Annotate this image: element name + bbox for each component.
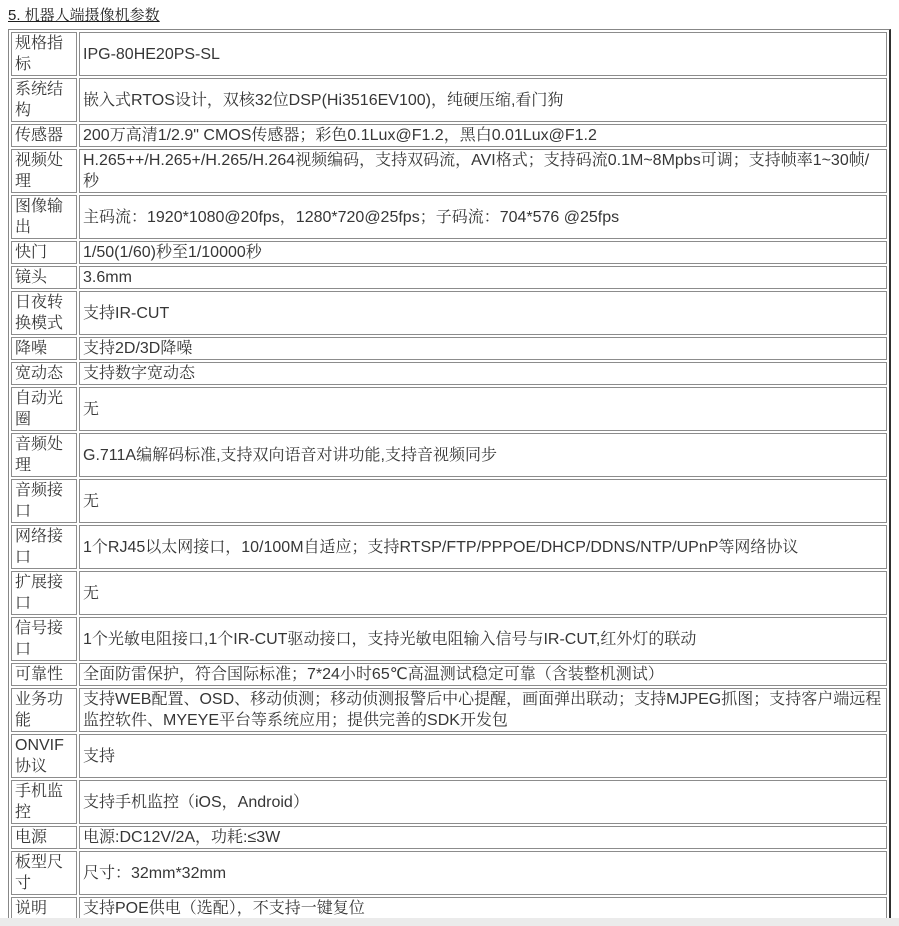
spec-value-cell: 嵌入式RTOS设计，双核32位DSP(Hi3516EV100)，纯硬压缩,看门狗 xyxy=(79,78,887,122)
table-row xyxy=(11,571,887,615)
spec-label-cell: 视频处理 xyxy=(11,149,77,193)
table-row xyxy=(11,78,887,122)
spec-label-cell: 快门 xyxy=(11,241,77,264)
table-row xyxy=(11,734,887,778)
spec-label-cell: 手机监控 xyxy=(11,780,77,824)
spec-label-cell: 电源 xyxy=(11,826,77,849)
table-row xyxy=(11,291,887,335)
page-title: 5. 机器人端摄像机参数 xyxy=(8,7,160,24)
table-row xyxy=(11,663,887,686)
table-row xyxy=(11,433,887,477)
spec-label-cell: 音频处理 xyxy=(11,433,77,477)
spec-value-cell: 支持 xyxy=(79,734,887,778)
spec-value-cell: G.711A编解码标准,支持双向语音对讲功能,支持音视频同步 xyxy=(79,433,887,477)
spec-value-cell: 1个光敏电阻接口,1个IR-CUT驱动接口，支持光敏电阻输入信号与IR-CUT,红外灯的联动 xyxy=(79,617,887,661)
spec-value-cell: 无 xyxy=(79,571,887,615)
spec-value-cell: 全面防雷保护，符合国际标准；7*24小时65℃高温测试稳定可靠（含装整机测试） xyxy=(79,663,887,686)
spec-value-cell: 支持WEB配置、OSD、移动侦测；移动侦测报警后中心提醒，画面弹出联动；支持MJPEG抓图；支持客户端远程监控软件、MYEYE平台等系统应用；提供完善的SDK开发包 xyxy=(79,688,887,732)
spec-label-cell: 规格指标 xyxy=(11,32,77,76)
spec-label-cell: 扩展接口 xyxy=(11,571,77,615)
table-row xyxy=(11,525,887,569)
spec-value-cell: 尺寸：32mm*32mm xyxy=(79,851,887,895)
table-row xyxy=(11,362,887,385)
spec-label-cell: 降噪 xyxy=(11,337,77,360)
spec-label-cell: 信号接口 xyxy=(11,617,77,661)
spec-table-body xyxy=(11,32,887,920)
table-row xyxy=(11,688,887,732)
spec-label-cell: 音频接口 xyxy=(11,479,77,523)
spec-value-cell: 支持数字宽动态 xyxy=(79,362,887,385)
spec-value-cell: 3.6mm xyxy=(79,266,887,289)
table-row xyxy=(11,241,887,264)
table-row xyxy=(11,149,887,193)
spec-table xyxy=(8,29,891,924)
spec-label-cell: ONVIF协议 xyxy=(11,734,77,778)
spec-label-cell: 日夜转换模式 xyxy=(11,291,77,335)
spec-value-cell: 1个RJ45以太网接口，10/100M自适应；支持RTSP/FTP/PPPOE/DHCP/DDNS/NTP/UPnP等网络协议 xyxy=(79,525,887,569)
table-row xyxy=(11,387,887,431)
spec-label-cell: 传感器 xyxy=(11,124,77,147)
spec-label-cell: 系统结构 xyxy=(11,78,77,122)
spec-label-cell: 网络接口 xyxy=(11,525,77,569)
spec-value-cell: 支持IR-CUT xyxy=(79,291,887,335)
spec-value-cell: 支持手机监控（iOS，Android） xyxy=(79,780,887,824)
table-row xyxy=(11,337,887,360)
spec-label-cell: 业务功能 xyxy=(11,688,77,732)
spec-value-cell: 200万高清1/2.9" CMOS传感器；彩色0.1Lux@F1.2，黑白0.01Lux@F1.2 xyxy=(79,124,887,147)
spec-value-cell: 支持POE供电（选配），不支持一键复位 xyxy=(79,897,887,920)
spec-label-cell: 说明 xyxy=(11,897,77,920)
table-row xyxy=(11,851,887,895)
spec-label-cell: 板型尺寸 xyxy=(11,851,77,895)
spec-label-cell: 图像输出 xyxy=(11,195,77,239)
spec-value-cell: 电源:DC12V/2A，功耗:≤3W xyxy=(79,826,887,849)
spec-label-cell: 宽动态 xyxy=(11,362,77,385)
spec-label-cell: 自动光圈 xyxy=(11,387,77,431)
spec-value-cell: 1/50(1/60)秒至1/10000秒 xyxy=(79,241,887,264)
table-row xyxy=(11,124,887,147)
spec-value-cell: IPG-80HE20PS-SL xyxy=(79,32,887,76)
spec-value-cell: 无 xyxy=(79,387,887,431)
spec-value-cell: 主码流：1920*1080@20fps，1280*720@25fps；子码流：704*576 @25fps xyxy=(79,195,887,239)
spec-value-cell: 支持2D/3D降噪 xyxy=(79,337,887,360)
table-row xyxy=(11,826,887,849)
spec-label-cell: 可靠性 xyxy=(11,663,77,686)
table-row xyxy=(11,780,887,824)
page-bottom-strip xyxy=(0,918,899,926)
table-row xyxy=(11,897,887,920)
table-row xyxy=(11,266,887,289)
spec-value-cell: H.265++/H.265+/H.265/H.264视频编码，支持双码流，AVI格式；支持码流0.1M~8Mpbs可调；支持帧率1~30帧/秒 xyxy=(79,149,887,193)
table-row xyxy=(11,479,887,523)
spec-value-cell: 无 xyxy=(79,479,887,523)
table-row xyxy=(11,195,887,239)
table-row xyxy=(11,32,887,76)
table-row xyxy=(11,617,887,661)
spec-label-cell: 镜头 xyxy=(11,266,77,289)
